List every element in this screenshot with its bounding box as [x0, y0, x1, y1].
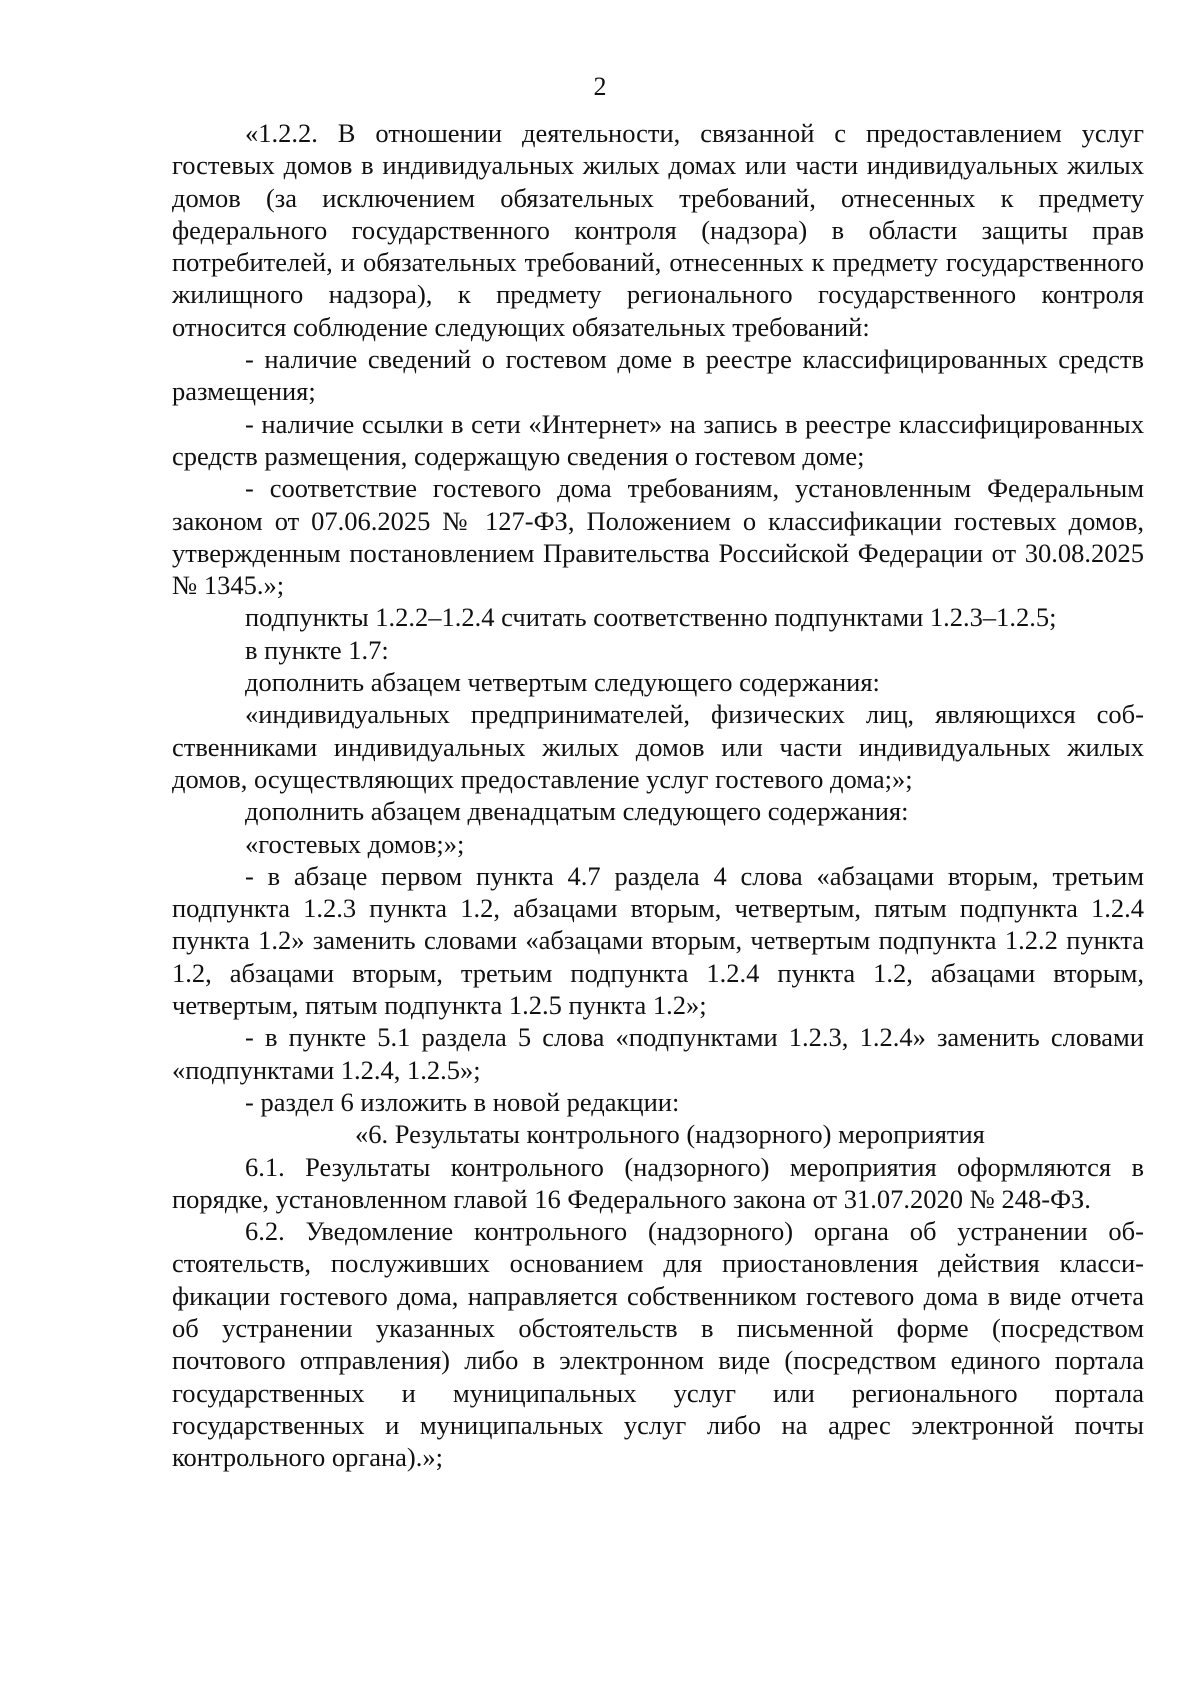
paragraph-requirement-internet-link: - наличие ссылки в сети «Интернет» на запись в реестре классифицированных средств размещения, содержащую сведения о гостевом доме;	[172, 408, 1144, 471]
paragraph-requirement-registry: - наличие сведений о гостевом доме в реестре классифицированных средств размещения;	[172, 344, 1144, 407]
paragraph-twelfth-text: «гостевых домов;»;	[245, 828, 465, 859]
paragraph-section-6-intro: - раздел 6 изложить в новой редакции:	[245, 1086, 680, 1117]
paragraph-requirement-compliance: - соответствие гостевого дома требованиям, установленным Федеральным законом от 07.06.2025 № 127-ФЗ, Положением о классификации гостевых домов, утвержденным постановлением Правительства Российской Федерации от 30.08.2025 № 1345.»;	[172, 473, 1144, 601]
paragraph-clause-1-7: в пункте 1.7:	[245, 634, 389, 665]
paragraph-6-1: 6.1. Результаты контрольного (надзорного) мероприятия оформляются в порядке, установленном главой 16 Федерального закона от 31.07.2020 № 248-ФЗ.	[172, 1151, 1144, 1214]
paragraph-6-2: 6.2. Уведомление контрольного (надзорного) органа об устранении обстоятельств, послуживших основанием для приостановления действия классификации гостевого дома, направляется собственником гостевого дома в виде отчета об устранении указанных обстоятельств в письменной форме (посредством почтового отправления) либо в электронном виде (посредством единого портала государственных и муниципальных услуг или регионального портала государственных и муниципальных услуг либо на адрес электронной почты контрольного органа).»;	[172, 1216, 1144, 1473]
paragraph-fourth-text: «индивидуальных предпринимателей, физических лиц, являющихся собственниками индивидуальных жилых домов или части индивидуальных жилых домов, осуществляющих предоставление услуг гостевого дома;»;	[172, 699, 1144, 794]
paragraph-renumber-subclauses: подпункты 1.2.2–1.2.4 считать соответственно подпунктами 1.2.3–1.2.5;	[245, 602, 1057, 633]
paragraph-add-twelfth: дополнить абзацем двенадцатым следующего содержания:	[245, 796, 909, 827]
paragraph-1-2-2: «1.2.2. В отношении деятельности, связанной с предоставлением услуг гостевых домов в индивидуальных жилых домах или части индивидуальных жилых домов (за исключением обязательных требований, отнесенных к предмету федерального государственного контроля (надзора) в области защиты прав потребителей, и обязательных требований, отнесенных к предмету государственного жилищного надзора), к предмету регионального государственного контроля относится соблюдение следующих обязательных требований:	[172, 118, 1144, 342]
paragraph-clause-4-7: - в абзаце первом пункта 4.7 раздела 4 слова «абзацами вторым, третьим подпункта 1.2.3 пункта 1.2, абзацами вторым, четвертым, пятым подпункта 1.2.4 пункта 1.2» заменить словами «абзацами вторым, четвертым подпункта 1.2.2 пункта 1.2, абзацами вторым, третьим подпункта 1.2.4 пункта 1.2, абзацами вторым, четвертым, пятым подпункта 1.2.5 пункта 1.2»;	[172, 860, 1144, 1021]
paragraph-add-fourth: дополнить абзацем четвертым следующего содержания:	[245, 667, 880, 698]
page-number: 2	[593, 72, 607, 101]
paragraph-clause-5-1: - в пункте 5.1 раздела 5 слова «подпунктами 1.2.3, 1.2.4» заменить словами «подпунктами 1.2.4, 1.2.5»;	[172, 1022, 1144, 1085]
section-6-heading: «6. Результаты контрольного (надзорного) мероприятия	[355, 1119, 985, 1150]
document-body	[172, 117, 1144, 1473]
